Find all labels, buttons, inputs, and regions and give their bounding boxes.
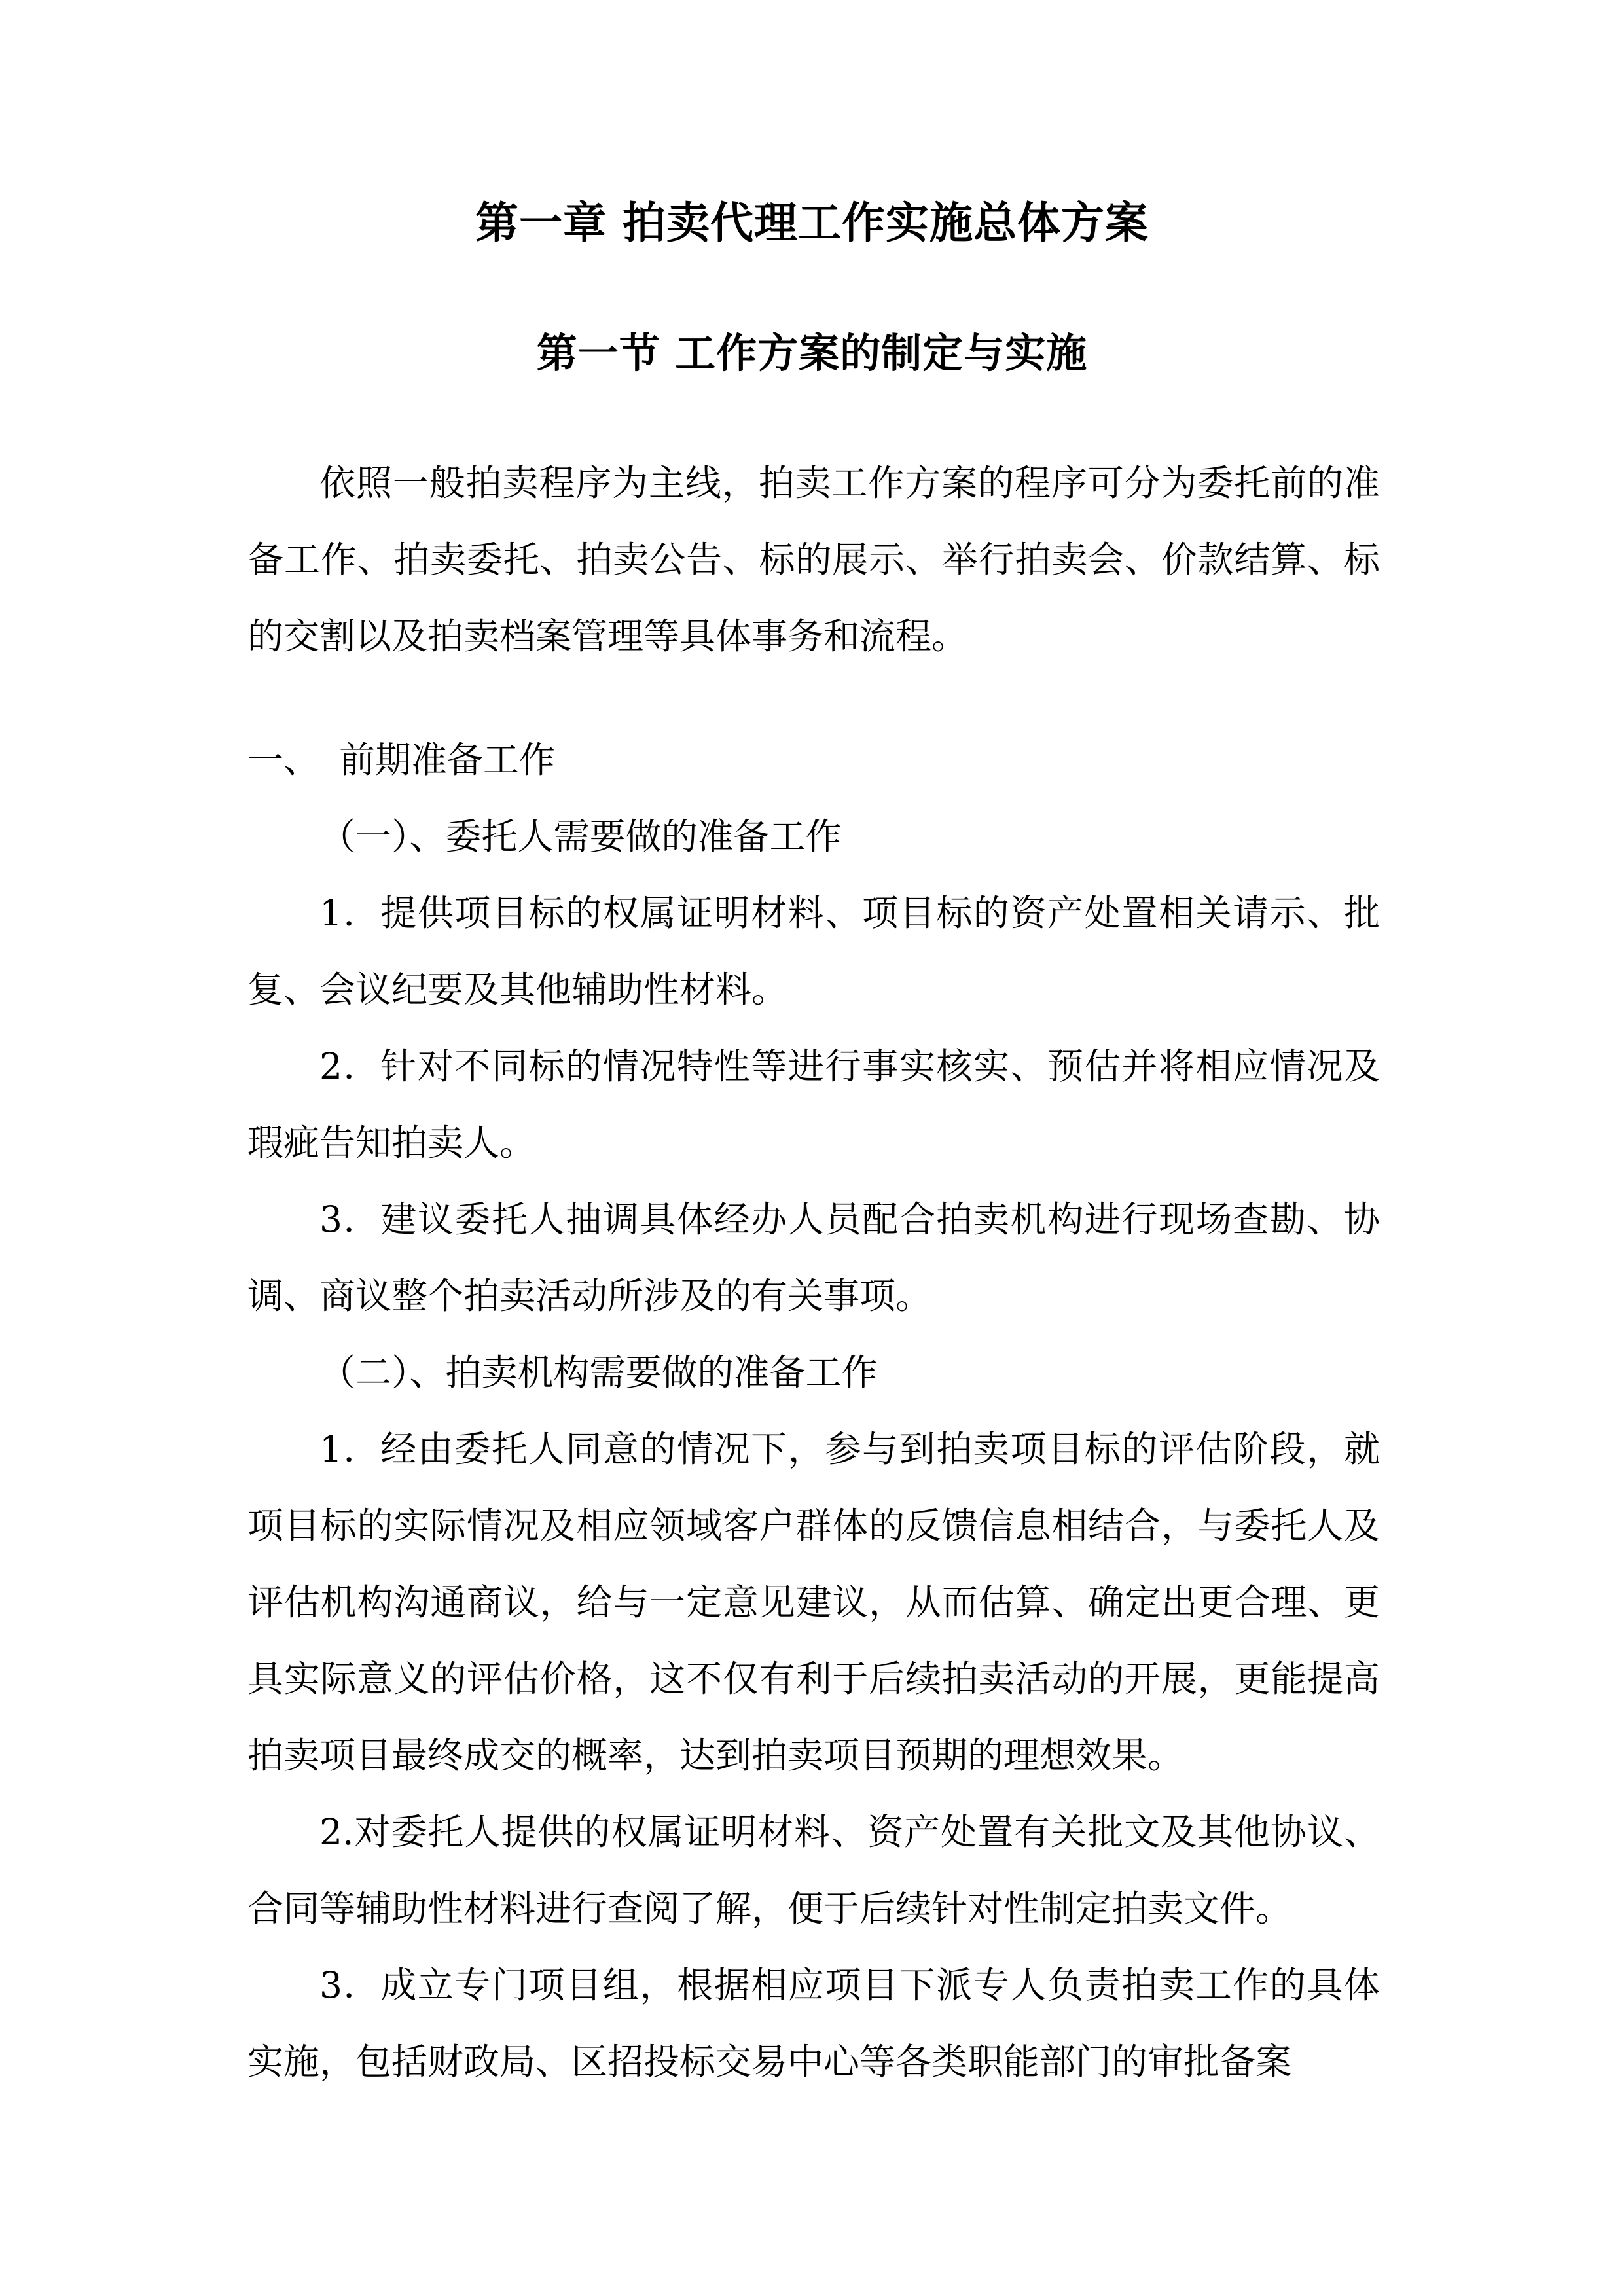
subsection-2-item: 2.对委托人提供的权属证明材料、资产处置有关批文及其他协议、合同等辅助性材料进行查阅了解，便于后续针对性制定拍卖文件。 — [247, 1811, 1380, 1929]
heading-one-number: 一、 — [247, 739, 320, 781]
subsection-1-item: 3．建议委托人抽调具体经办人员配合拍卖机构进行现场查勘、协调、商议整个拍卖活动所涉及的有关事项。 — [247, 1198, 1380, 1317]
subsection-1-title: （一）、委托人需要做的准备工作 — [319, 816, 842, 857]
chapter-title: 第一章 拍卖代理工作实施总体方案 — [475, 198, 1149, 248]
subsection-2-item: 3．成立专门项目组，根据相应项目下派专人负责拍卖工作的具体实施，包括财政局、区招投标交易中心等各类职能部门的审批备案 — [247, 1964, 1380, 2083]
subsection-1-item: 1．提供项目标的权属证明材料、项目标的资产处置相关请示、批复、会议纪要及其他辅助性材料。 — [247, 892, 1380, 1011]
heading-one-text: 前期准备工作 — [339, 739, 556, 781]
heading-one — [247, 722, 555, 798]
subsection-1-item: 2．针对不同标的情况特性等进行事实核实、预估并将相应情况及瑕疵告知拍卖人。 — [247, 1045, 1380, 1164]
intro-paragraph: 依照一般拍卖程序为主线，拍卖工作方案的程序可分为委托前的准备工作、拍卖委托、拍卖公告、标的展示、举行拍卖会、价款结算、标的交割以及拍卖档案管理等具体事务和流程。 — [247, 462, 1380, 657]
section-title: 第一节 工作方案的制定与实施 — [536, 329, 1088, 377]
subsection-2-item: 1．经由委托人同意的情况下，参与到拍卖项目标的评估阶段，就项目标的实际情况及相应领域客户群体的反馈信息相结合，与委托人及评估机构沟通商议，给与一定意见建议，从而估算、确定出更合理、更具实际意义的评估价格，这不仅有利于后续拍卖活动的开展，更能提高拍卖项目最终成交的概率，达到拍卖项目预期的理想效果。 — [247, 1428, 1380, 1776]
subsection-2-title: （二）、拍卖机构需要做的准备工作 — [319, 1352, 878, 1393]
